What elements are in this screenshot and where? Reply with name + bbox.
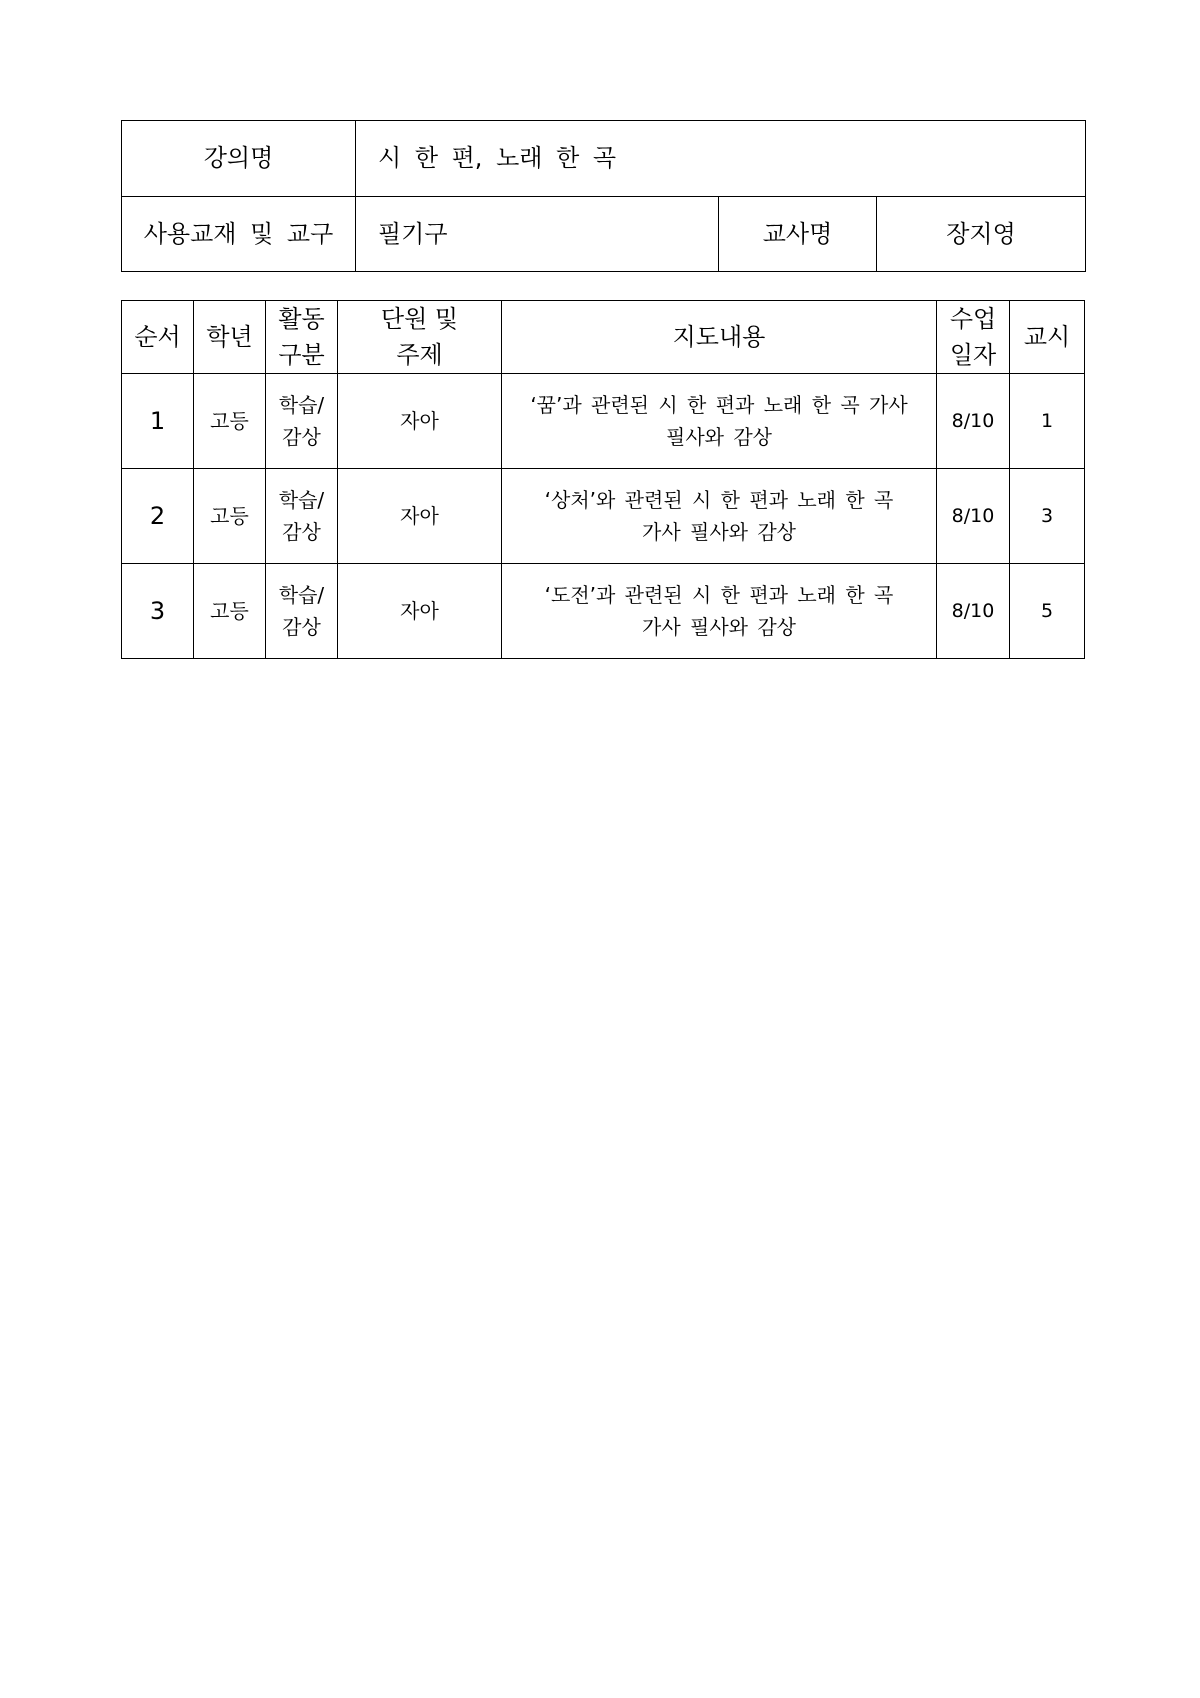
table-row xyxy=(122,564,1085,659)
header-order: 순서 xyxy=(122,301,194,374)
header-unit-line1: 단원 및 xyxy=(380,305,459,333)
row-order: 2 xyxy=(122,469,194,564)
header-unit-line2: 주제 xyxy=(396,341,443,369)
row-grade: 고등 xyxy=(194,374,266,469)
row-period: 5 xyxy=(1010,564,1085,659)
course-name-value: 시 한 편, 노래 한 곡 xyxy=(356,121,1086,197)
row-unit: 자아 xyxy=(338,564,502,659)
header-class-date xyxy=(937,301,1010,374)
header-grade: 학년 xyxy=(194,301,266,374)
row-activity-type xyxy=(266,374,338,469)
row-content-line1: ‘꿈’과 관련된 시 한 편과 노래 한 곡 가사 xyxy=(530,393,908,417)
row-date: 8/10 xyxy=(937,374,1010,469)
row-content xyxy=(502,564,937,659)
row-content-line1: ‘도전’과 관련된 시 한 편과 노래 한 곡 xyxy=(544,583,894,607)
row-period: 3 xyxy=(1010,469,1085,564)
row-content xyxy=(502,469,937,564)
row-date: 8/10 xyxy=(937,469,1010,564)
materials-label: 사용교재 및 교구 xyxy=(122,197,356,272)
header-activity-type xyxy=(266,301,338,374)
lesson-schedule-table xyxy=(121,300,1085,659)
row-activity-type xyxy=(266,469,338,564)
row-period: 1 xyxy=(1010,374,1085,469)
row-content-line2: 가사 필사와 감상 xyxy=(642,615,796,639)
row-date: 8/10 xyxy=(937,564,1010,659)
row-unit: 자아 xyxy=(338,469,502,564)
row-activity-type xyxy=(266,564,338,659)
row-order: 1 xyxy=(122,374,194,469)
row-activity-line2: 감상 xyxy=(282,425,321,449)
row-content-line1: ‘상처’와 관련된 시 한 편과 노래 한 곡 xyxy=(544,488,894,512)
row-grade: 고등 xyxy=(194,469,266,564)
course-info-table xyxy=(121,120,1086,272)
row-order: 3 xyxy=(122,564,194,659)
header-date-line1: 수업 xyxy=(949,305,997,333)
header-unit-topic xyxy=(338,301,502,374)
table-row xyxy=(122,469,1085,564)
header-activity-line2: 구분 xyxy=(278,341,325,369)
row-activity-line1: 학습/ xyxy=(278,583,325,607)
teacher-label: 교사명 xyxy=(719,197,877,272)
table-row xyxy=(122,374,1085,469)
row-grade: 고등 xyxy=(194,564,266,659)
row-activity-line2: 감상 xyxy=(282,520,321,544)
header-content: 지도내용 xyxy=(502,301,937,374)
course-name-label: 강의명 xyxy=(122,121,356,197)
course-name-row xyxy=(122,121,1086,197)
header-date-line2: 일자 xyxy=(949,341,997,369)
row-content xyxy=(502,374,937,469)
row-unit: 자아 xyxy=(338,374,502,469)
row-content-line2: 가사 필사와 감상 xyxy=(642,520,796,544)
materials-teacher-row xyxy=(122,197,1086,272)
row-content-line2: 필사와 감상 xyxy=(666,425,772,449)
header-activity-line1: 활동 xyxy=(278,305,325,333)
materials-value: 필기구 xyxy=(356,197,719,272)
row-activity-line1: 학습/ xyxy=(278,393,325,417)
header-period: 교시 xyxy=(1010,301,1085,374)
teacher-value: 장지영 xyxy=(877,197,1086,272)
row-activity-line1: 학습/ xyxy=(278,488,325,512)
schedule-header-row xyxy=(122,301,1085,374)
row-activity-line2: 감상 xyxy=(282,615,321,639)
